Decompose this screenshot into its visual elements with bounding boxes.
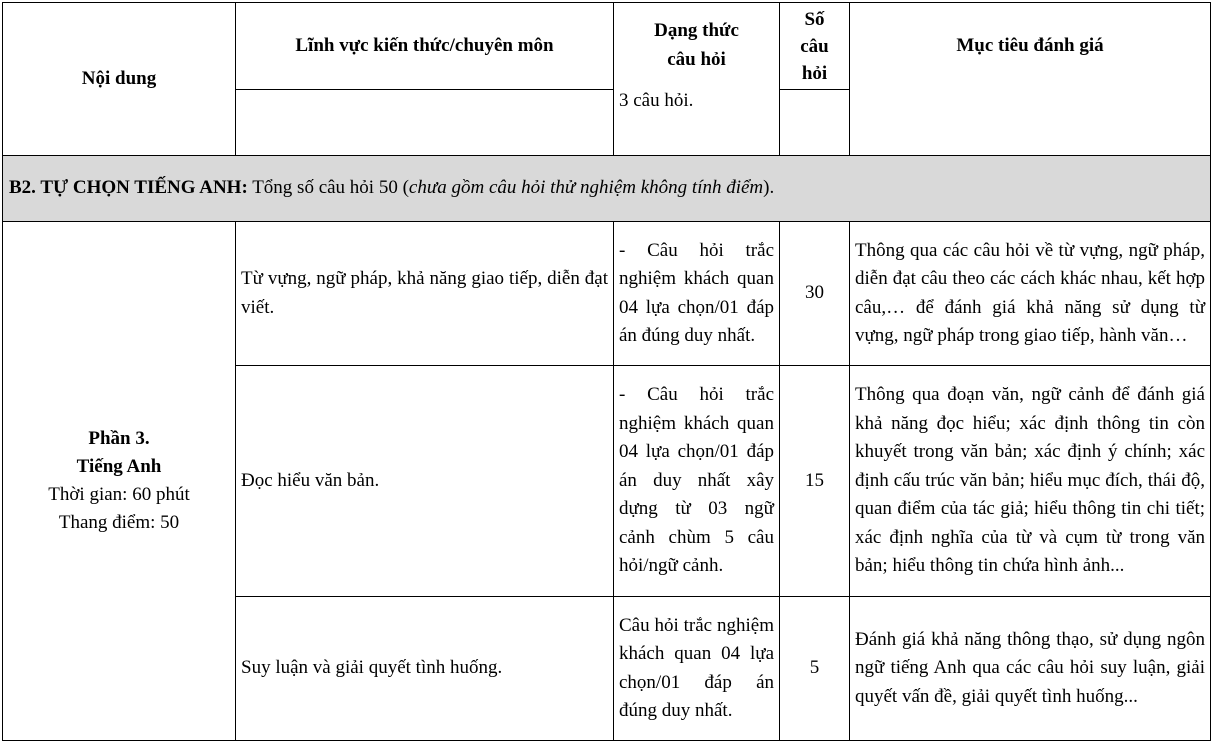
section-title: B2. TỰ CHỌN TIẾNG ANH: (9, 177, 248, 199)
row3-count: 5 (780, 597, 850, 741)
carryover-format-text: 3 câu hỏi. (619, 90, 694, 111)
section-end: ). (763, 177, 775, 199)
row2-format: - Câu hỏi trắc nghiệm khách quan 04 lựa chọn/01 đáp án duy nhất xây dựng từ 03 ngữ cảnh chùm 5 câu hỏi/ngữ cảnh. (614, 366, 780, 597)
header-count-line2: câu (800, 35, 829, 57)
header-count-line3: hỏi (801, 62, 828, 84)
part-score: Thang điểm: 50 (58, 512, 180, 533)
header-field: Lĩnh vực kiến thức/chuyên môn (236, 3, 614, 90)
row2-goal: Thông qua đoạn văn, ngữ cảnh để đánh giá khả năng đọc hiểu; xác định thông tin còn khuyết trong văn bản; xác định ý chính; xác định cấu trúc văn bản; hiểu mục đích, thái độ, quan điểm của tác giả; hiểu thông tin chi tiết; xác định nghĩa của từ và cụm từ trong văn bản; hiểu thông tin chứa hình ảnh... (850, 366, 1211, 597)
header-format-line2: câu hỏi (667, 48, 726, 70)
carryover-field-cell (236, 90, 614, 156)
row3-goal: Đánh giá khả năng thông thạo, sử dụng ngôn ngữ tiếng Anh qua các câu hỏi suy luận, giải quyết vấn đề, giải quyết tình huống... (850, 597, 1211, 741)
section-note: chưa gồm câu hỏi thử nghiệm không tính điểm (408, 177, 764, 199)
part-time: Thời gian: 60 phút (48, 484, 190, 505)
header-format-line1: Dạng thức (654, 20, 739, 41)
part-cell (3, 222, 236, 741)
header-content: Nội dung (3, 3, 236, 156)
header-count-line1: Số (804, 8, 825, 30)
row2-field: Đọc hiểu văn bản. (236, 366, 614, 597)
row1-goal: Thông qua các câu hỏi về từ vựng, ngữ pháp, diễn đạt câu theo các cách khác nhau, kết hợp câu,… để đánh giá khả năng sử dụng từ vựng, ngữ pháp trong giao tiếp, hành văn… (850, 222, 1211, 366)
exam-structure-table (2, 2, 1211, 741)
row1-field: Từ vựng, ngữ pháp, khả năng giao tiếp, diễn đạt viết. (236, 222, 614, 366)
part-title-line1: Phần 3. (88, 428, 150, 449)
header-count-cell (780, 3, 850, 90)
row3-field: Suy luận và giải quyết tình huống. (236, 597, 614, 741)
part-title-line2: Tiếng Anh (76, 456, 162, 477)
row2-count: 15 (780, 366, 850, 597)
row1-format: - Câu hỏi trắc nghiệm khách quan 04 lựa chọn/01 đáp án đúng duy nhất. (614, 222, 780, 366)
section-text: Tổng số câu hỏi 50 ( (247, 177, 409, 199)
header-goal: Mục tiêu đánh giá (850, 3, 1211, 156)
header-format-cell (614, 3, 780, 156)
row1-count: 30 (780, 222, 850, 366)
carryover-count-cell (780, 90, 850, 156)
row3-format: Câu hỏi trắc nghiệm khách quan 04 lựa chọn/01 đáp án đúng duy nhất. (614, 597, 780, 741)
section-header (3, 156, 1211, 222)
